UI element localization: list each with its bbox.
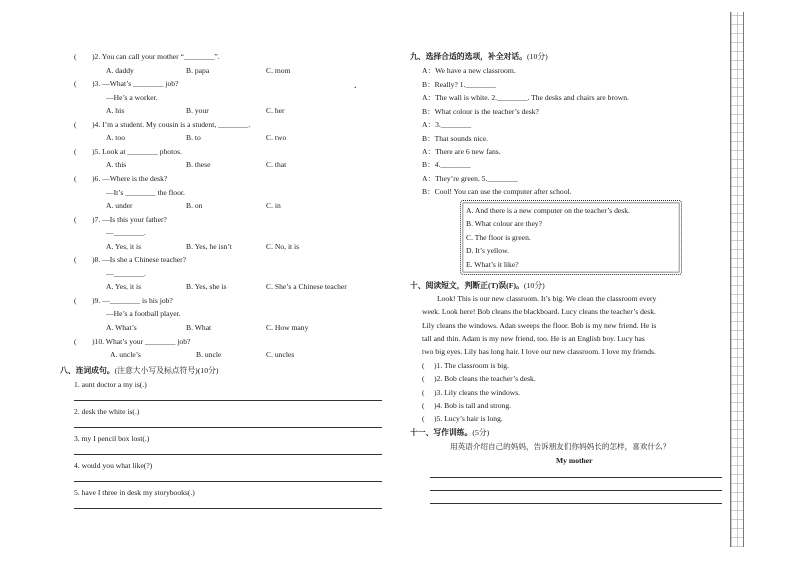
choice-option: A. Yes, it is: [106, 282, 142, 292]
choice-option: B. your: [186, 106, 209, 116]
answer-paren[interactable]: (: [74, 146, 77, 156]
passage-line: week. Look here! Bob cleans the blackboard. Lucy cleans the teacher’s desk.: [422, 307, 656, 316]
answer-line-2[interactable]: [74, 427, 382, 428]
tf-item-4-text: )4. Bob is tall and strong.: [434, 401, 512, 410]
section-11-score: (5分): [472, 428, 490, 437]
question-stem: )10. What’s your ________ job?: [92, 336, 191, 346]
writing-line-1[interactable]: [430, 477, 722, 478]
choice-option: B. Yes, he isn’t: [186, 241, 232, 251]
choice-option: C. No, it is: [266, 241, 300, 251]
choice-option: C. in: [266, 201, 281, 211]
tf-item-1-text: )1. The classroom is big.: [434, 361, 509, 370]
choice-option: A. his: [106, 106, 125, 116]
question-stem: )9. —________ is his job?: [92, 295, 173, 305]
question-line2: —________.: [106, 228, 146, 238]
dialogue-line: A：The wall is white. 2.________. The desks and chairs are brown.: [422, 93, 629, 102]
answer-paren[interactable]: (: [74, 295, 77, 305]
section-10-score: (10分): [523, 281, 545, 290]
writing-line-3[interactable]: [430, 503, 722, 504]
dialogue-line: A：They’re green. 5.________: [422, 174, 518, 183]
answer-paren[interactable]: (: [74, 255, 77, 265]
choice-option: B. to: [186, 133, 201, 143]
answer-paren[interactable]: (: [74, 119, 77, 129]
answer-paren[interactable]: (: [74, 214, 77, 224]
choice-option: B. these: [186, 160, 211, 170]
question-stem: )4. I’m a student. My cousin is a student, ________.: [92, 119, 251, 129]
reorder-item-3: 3. my I pencil box lost(.): [74, 434, 150, 443]
answer-line-4[interactable]: [74, 481, 382, 482]
answer-line-5[interactable]: [74, 508, 382, 509]
section-11-title: 十一、写作训练。: [410, 428, 473, 437]
dialogue-line: A：We have a new classroom.: [422, 66, 516, 75]
section-11-heading: [410, 428, 489, 437]
reorder-item-4: 4. would you what like(?): [74, 461, 153, 470]
option-d: D. It’s yellow.: [466, 246, 509, 255]
answer-paren[interactable]: (: [74, 173, 77, 183]
choice-option: C. mom: [266, 65, 291, 75]
dialogue-line: B：That sounds nice.: [422, 134, 489, 143]
tf-item-4: ( )4. Bob is tall and strong.: [422, 401, 512, 410]
choice-option: A. What’s: [106, 323, 137, 332]
section-9-heading: [410, 52, 548, 61]
section-10-heading: [410, 281, 545, 290]
choice-option: A. this: [106, 160, 127, 170]
writing-prompt: 用英语介绍自己的妈妈，告诉朋友们你妈妈长的怎样，喜欢什么？: [450, 442, 671, 451]
choice-option: A. under: [106, 201, 133, 211]
section-8-note: (注意大小写及标点符号)(10分): [114, 366, 219, 375]
question-stem: )2. You can call your mother “________”.: [92, 52, 220, 61]
option-a: A. And there is a new computer on the teacher’s desk.: [466, 206, 630, 215]
choice-option: B. on: [186, 201, 203, 211]
writing-title: My mother: [556, 456, 593, 465]
answer-paren[interactable]: (: [74, 52, 77, 61]
option-e: E. What’s it like?: [466, 260, 519, 269]
tf-item-2: ( )2. Bob cleans the teacher’s desk.: [422, 374, 536, 383]
choice-option: B. uncle: [196, 350, 222, 360]
tf-item-3: ( )3. Lily cleans the windows.: [422, 388, 521, 397]
dialogue-line: B：Really? 1.________: [422, 80, 496, 89]
section-8-title: 八、连词成句。: [60, 366, 115, 375]
choice-option: C. two: [266, 133, 287, 143]
choice-option: B. What: [186, 323, 212, 332]
dialogue-line: B：Cool! You can use the computer after school.: [422, 187, 572, 196]
answer-paren[interactable]: (: [74, 336, 77, 346]
question-stem: )3. —What’s ________ job?: [92, 79, 179, 89]
choice-option: A. uncle’s: [110, 350, 141, 360]
tf-item-1: ( )1. The classroom is big.: [422, 361, 509, 370]
stray-dot: .: [354, 80, 357, 91]
question-line2: —He’s a worker.: [106, 92, 158, 102]
section-9-score: (10分): [526, 52, 548, 61]
question-stem: )8. —Is she a Chinese teacher?: [92, 255, 187, 265]
reorder-item-2: 2. desk the white is(.): [74, 407, 140, 416]
question-stem: )7. —Is this your father?: [92, 214, 167, 224]
passage-line: tall and thin. Adam is my new friend, too. He is an English boy. Lucy has: [422, 334, 645, 343]
dialogue-line: B：4.________: [422, 160, 471, 169]
choice-option: C. uncles: [266, 350, 295, 360]
question-line2: —________.: [106, 268, 146, 278]
dialogue-line: A：3.________: [422, 120, 472, 129]
answer-line-1[interactable]: [74, 400, 382, 401]
passage-line: Lily cleans the windows. Adan sweeps the floor. Bob is my new friend. He is: [422, 321, 657, 330]
choice-option: C. that: [266, 160, 287, 170]
choice-option: A. too: [106, 133, 125, 143]
reorder-item-1: 1. aunt doctor a my is(.): [74, 380, 147, 389]
tf-item-5-text: )5. Lucy’s hair is long.: [434, 414, 503, 423]
question-line2: —It’s ________ the floor.: [106, 187, 185, 197]
choice-option: C. She’s a Chinese teacher: [266, 282, 347, 292]
section-8-heading: [60, 366, 219, 375]
answer-line-3[interactable]: [74, 454, 382, 455]
passage-line: Look! This is our new classroom. It’s big. We clean the classroom every: [437, 294, 657, 303]
question-stem: )5. Look at ________ photos.: [92, 146, 182, 156]
section-10-title: 十、阅读短文，判断正(T)误(F)。: [410, 281, 524, 290]
question-line2: —He’s a football player.: [106, 309, 181, 319]
writing-line-2[interactable]: [430, 490, 722, 491]
option-b: B. What colour are they?: [466, 219, 542, 228]
choice-option: A. Yes, it is: [106, 241, 142, 251]
choice-option: B. papa: [186, 65, 210, 75]
choice-option: A. daddy: [106, 65, 134, 75]
choice-option: B. Yes, she is: [186, 282, 227, 292]
answer-paren[interactable]: (: [74, 79, 77, 89]
margin-grid-strip: [730, 12, 744, 547]
tf-item-5: ( )5. Lucy’s hair is long.: [422, 414, 503, 423]
choice-option: C. How many: [266, 323, 309, 332]
tf-item-2-text: )2. Bob cleans the teacher’s desk.: [434, 374, 536, 383]
choice-option: C. her: [266, 106, 285, 116]
dialogue-line: B：What colour is the teacher’s desk?: [422, 107, 539, 116]
tf-item-3-text: )3. Lily cleans the windows.: [434, 388, 521, 397]
section-9-title: 九、选择合适的选项，补全对话。: [410, 52, 527, 61]
dialogue-line: A：There are 6 new fans.: [422, 147, 501, 156]
option-c: C. The floor is green.: [466, 233, 531, 242]
question-stem: )6. —Where is the desk?: [92, 173, 168, 183]
reorder-item-5: 5. have I three in desk my storybooks(.): [74, 488, 195, 497]
passage-line: two big eyes. Lily has long hair. I love our new classroom. I love my friends.: [422, 347, 656, 356]
